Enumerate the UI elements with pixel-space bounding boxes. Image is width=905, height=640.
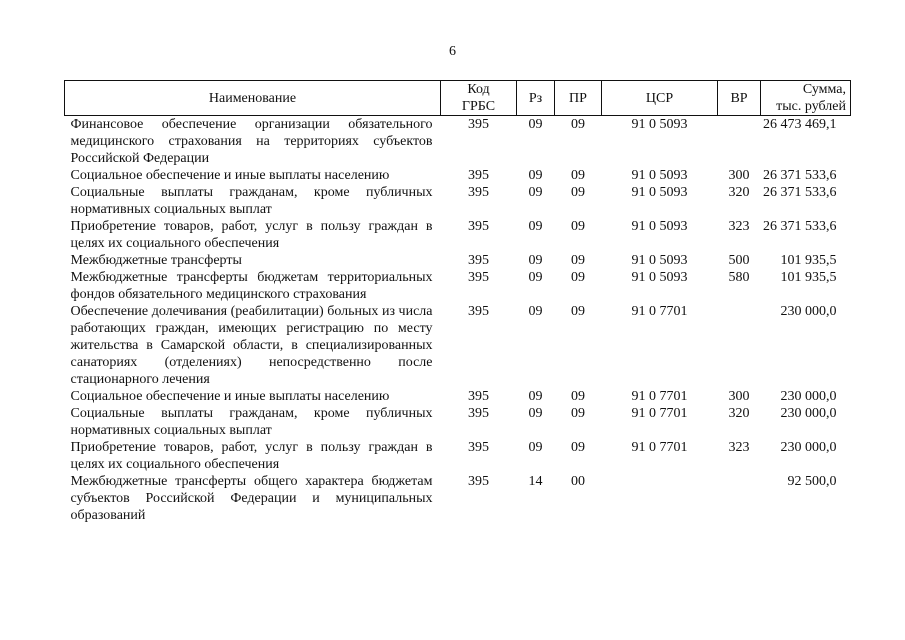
row-name: Приобретение товаров, работ, услуг в пользу граждан в целях их социального обеспечения <box>70 440 433 472</box>
row-name: Межбюджетные трансферты <box>70 253 242 268</box>
row-pr: 09 <box>571 185 585 200</box>
row-vr: 323 <box>728 440 750 455</box>
table-row <box>65 218 851 252</box>
row-pr: 00 <box>571 474 585 489</box>
table-row <box>65 303 851 388</box>
row-rz: 09 <box>528 185 543 200</box>
row-sum: 230 000,0 <box>780 406 837 421</box>
row-name: Обеспечение долечивания (реабилитации) больных из числа работающих граждан, имеющих регистрацию по месту жительства в Самарской области, в специализированных санаториях (отделениях) непосредственно после стационарного лечения <box>70 304 433 387</box>
row-sum: 92 500,0 <box>787 474 837 489</box>
table-row <box>65 167 851 184</box>
row-pr: 09 <box>571 440 585 455</box>
row-sum: 230 000,0 <box>780 440 837 455</box>
row-name: Межбюджетные трансферты бюджетам территориальных фондов обязательного медицинского страхования <box>70 270 433 302</box>
header-pr: ПР <box>555 81 602 116</box>
row-grbs: 395 <box>468 406 489 421</box>
row-name: Социальное обеспечение и иные выплаты населению <box>70 389 390 404</box>
row-pr: 09 <box>571 219 585 234</box>
header-sum <box>761 81 851 116</box>
table-header <box>65 81 851 116</box>
row-name: Социальные выплаты гражданам, кроме публичных нормативных социальных выплат <box>70 185 433 217</box>
row-grbs: 395 <box>468 219 489 234</box>
row-grbs: 395 <box>468 185 489 200</box>
row-name: Приобретение товаров, работ, услуг в пользу граждан в целях их социального обеспечения <box>70 219 433 251</box>
row-name: Финансовое обеспечение организации обязательного медицинского страхования на территориях субъектов Российской Федерации <box>70 117 433 166</box>
header-grbs <box>441 81 517 116</box>
row-rz: 09 <box>528 253 543 268</box>
row-sum: 26 371 533,6 <box>763 185 837 200</box>
row-name: Межбюджетные трансферты общего характера бюджетам субъектов Российской Федерации и муниципальных образований <box>70 474 433 523</box>
header-name: Наименование <box>65 81 441 116</box>
row-csr: 91 0 7701 <box>631 406 688 421</box>
row-csr: 91 0 5093 <box>631 185 688 200</box>
row-csr: 91 0 7701 <box>631 389 688 404</box>
row-vr: 500 <box>728 253 750 268</box>
row-vr: 320 <box>728 185 750 200</box>
table-row <box>65 405 851 439</box>
row-csr: 91 0 7701 <box>631 304 688 319</box>
row-pr: 09 <box>571 270 585 285</box>
row-pr: 09 <box>571 253 585 268</box>
row-csr: 91 0 5093 <box>631 270 688 285</box>
row-grbs: 395 <box>468 253 489 268</box>
table-row <box>65 184 851 218</box>
row-grbs: 395 <box>468 117 489 132</box>
row-vr <box>718 116 761 168</box>
row-sum: 26 473 469,1 <box>763 117 837 132</box>
header-grbs-line1: Код <box>467 82 490 97</box>
table-body <box>65 116 851 525</box>
row-vr: 323 <box>728 219 750 234</box>
row-rz: 09 <box>528 389 543 404</box>
page-number: 6 <box>449 44 456 59</box>
row-csr: 91 0 7701 <box>631 440 688 455</box>
header-sum-line1: Сумма, <box>802 82 846 97</box>
row-sum: 101 935,5 <box>780 270 837 285</box>
row-pr: 09 <box>571 168 585 183</box>
table-row <box>65 439 851 473</box>
table-row <box>65 252 851 269</box>
row-vr: 300 <box>728 389 750 404</box>
row-rz: 09 <box>528 168 543 183</box>
row-grbs: 395 <box>468 304 489 319</box>
header-vr: ВР <box>718 81 761 116</box>
row-grbs: 395 <box>468 270 489 285</box>
header-sum-line2: тыс. рублей <box>776 99 846 114</box>
row-vr: 300 <box>728 168 750 183</box>
row-grbs: 395 <box>468 440 489 455</box>
row-rz: 14 <box>528 474 543 489</box>
row-vr <box>718 303 761 388</box>
table-row <box>65 473 851 524</box>
table-row <box>65 116 851 168</box>
row-pr: 09 <box>571 389 585 404</box>
header-grbs-line2: ГРБС <box>461 99 496 114</box>
row-grbs: 395 <box>468 168 489 183</box>
row-sum: 230 000,0 <box>780 304 837 319</box>
row-vr: 580 <box>728 270 750 285</box>
row-csr <box>602 473 718 524</box>
row-rz: 09 <box>528 304 543 319</box>
header-rz: Рз <box>517 81 555 116</box>
header-csr: ЦСР <box>602 81 718 116</box>
row-name: Социальные выплаты гражданам, кроме публичных нормативных социальных выплат <box>70 406 433 438</box>
row-name: Социальное обеспечение и иные выплаты населению <box>70 168 390 183</box>
row-sum: 26 371 533,6 <box>763 168 837 183</box>
row-rz: 09 <box>528 270 543 285</box>
row-rz: 09 <box>528 117 543 132</box>
row-sum: 230 000,0 <box>780 389 837 404</box>
row-pr: 09 <box>571 304 585 319</box>
row-csr: 91 0 5093 <box>631 253 688 268</box>
row-vr <box>718 473 761 524</box>
row-vr: 320 <box>728 406 750 421</box>
row-rz: 09 <box>528 406 543 421</box>
row-pr: 09 <box>571 406 585 421</box>
row-rz: 09 <box>528 219 543 234</box>
row-csr: 91 0 5093 <box>631 219 688 234</box>
row-csr: 91 0 5093 <box>631 117 688 132</box>
budget-table <box>64 80 851 524</box>
row-rz: 09 <box>528 440 543 455</box>
row-sum: 26 371 533,6 <box>763 219 837 234</box>
table-row <box>65 269 851 303</box>
row-pr: 09 <box>571 117 585 132</box>
table-row <box>65 388 851 405</box>
row-sum: 101 935,5 <box>780 253 837 268</box>
row-grbs: 395 <box>468 389 489 404</box>
row-csr: 91 0 5093 <box>631 168 688 183</box>
header-row <box>65 81 851 116</box>
row-grbs: 395 <box>468 474 489 489</box>
